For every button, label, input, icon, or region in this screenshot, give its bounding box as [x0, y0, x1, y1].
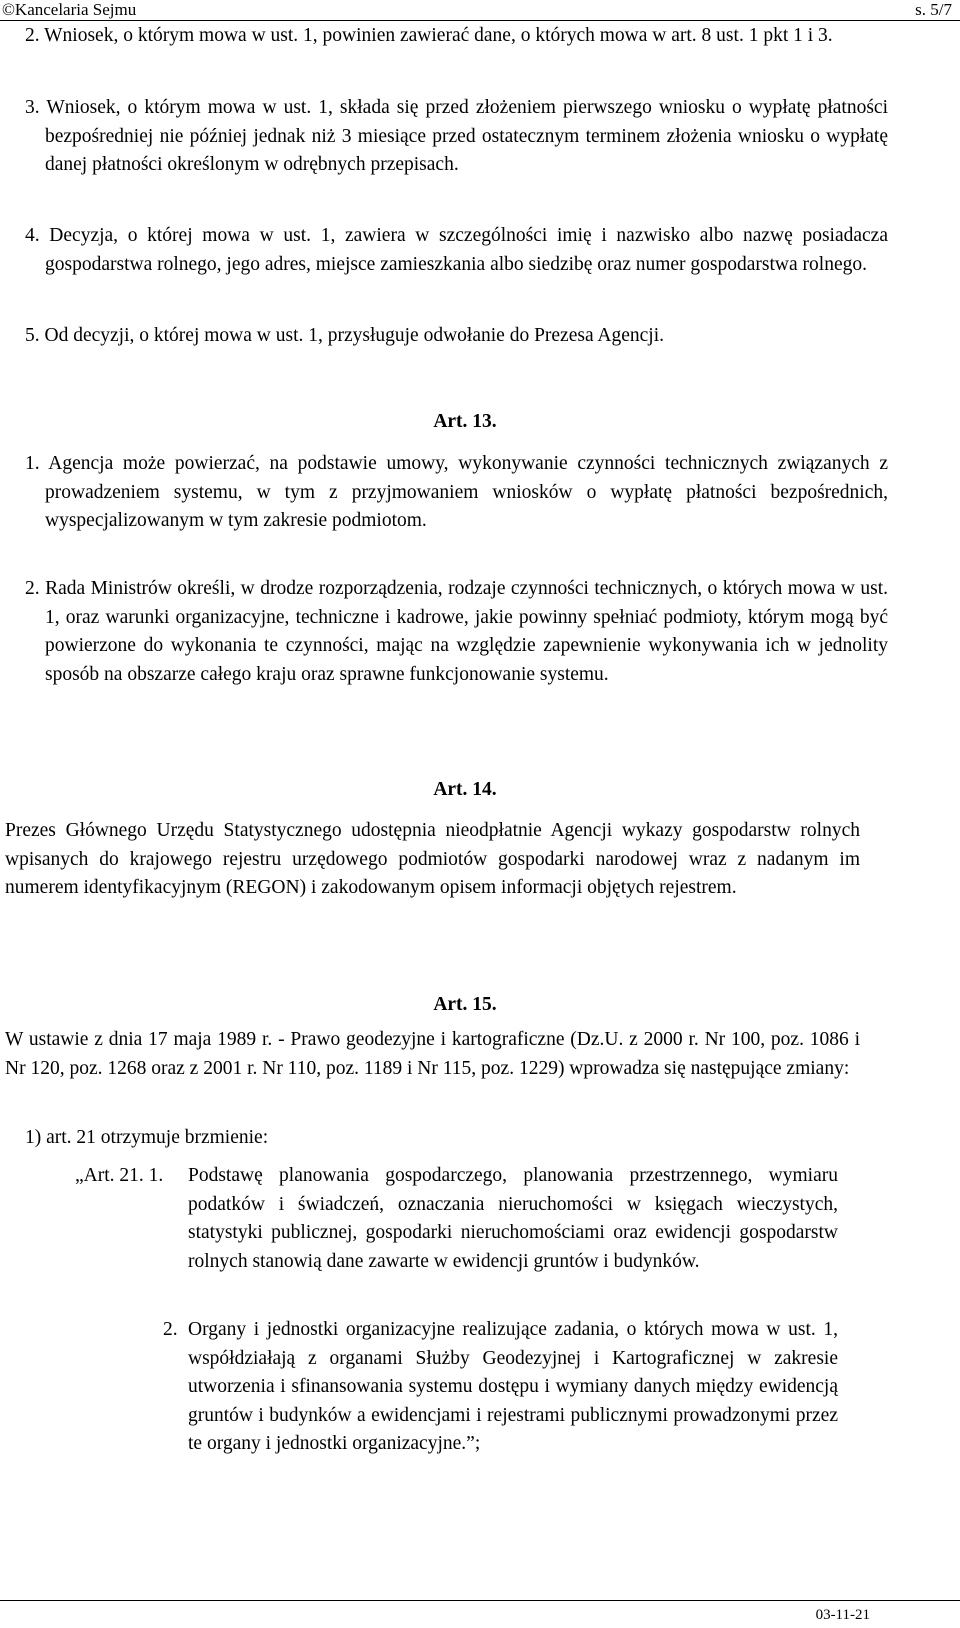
header-page-number: s. 5/7	[915, 0, 952, 19]
art-13-paragraph-2: 2. Rada Ministrów określi, w drodze rozporządzenia, rodzaje czynności technicznych, o których mowa w ust. 1, oraz warunki organizacyjne, techniczne i kadrowe, jakie powinny spełniać podmioty, którym mogą być powierzone do wykonania te czynności, mając na względzie zapewnienie wykonywania ich w jednolity sposób na obszarze całego kraju oraz sprawne funkcjonowanie systemu.	[25, 578, 888, 685]
footer-date: 03-11-21	[815, 1607, 870, 1623]
art-15-heading: Art. 15.	[433, 994, 497, 1015]
quote-paragraph-2: Organy i jednostki organizacyjne realizujące zadania, o których mowa w ust. 1, współdziałają z organami Służby Geodezyjnej i Kartograficznej w zakresie utworzenia i sfinansowania systemu dostępu i wymiany danych między ewidencją gruntów i budynków a ewidencjami i rejestrami publicznymi prowadzonymi przez te organy i jednostki organizacyjne.”;	[188, 1319, 838, 1454]
page-footer	[0, 1600, 960, 1623]
page-header	[0, 0, 960, 21]
art-13-paragraph-1: 1. Agencja może powierzać, na podstawie umowy, wykonywanie czynności technicznych związanych z prowadzeniem systemu, w tym z przyjmowaniem wniosków o wypłatę płatności bezpośrednich, wyspecjalizowanym w tym zakresie podmiotom.	[25, 453, 888, 531]
paragraph-5: 5. Od decyzji, o której mowa w ust. 1, przysługuje odwołanie do Prezesa Agencji.	[25, 325, 665, 346]
header-copyright: ©Kancelaria Sejmu	[2, 0, 137, 19]
art-14-heading: Art. 14.	[433, 779, 497, 800]
quote-paragraph-1: Podstawę planowania gospodarczego, planowania przestrzennego, wymiaru podatków i świadczeń, oznaczania nieruchomości w księgach wieczystych, statystyki publicznej, gospodarki nieruchomościami oraz ewidencji gospodarstw rolnych stanowią dane zawarte w ewidencji gruntów i budynków.	[188, 1165, 838, 1272]
paragraph-4: 4. Decyzja, o której mowa w ust. 1, zawiera w szczególności imię i nazwisko albo nazwę posiadacza gospodarstwa rolnego, jego adres, miejsce zamieszkania albo siedzibę oraz numer gospodarstwa rolnego.	[25, 225, 888, 275]
art-15-text: W ustawie z dnia 17 maja 1989 r. - Prawo geodezyjne i kartograficzne (Dz.U. z 2000 r. Nr 100, poz. 1086 i Nr 120, poz. 1268 oraz z 2001 r. Nr 110, poz. 1189 i Nr 115, poz. 1229) wprowadza się następujące zmiany:	[5, 1029, 860, 1079]
art-14-text: Prezes Głównego Urzędu Statystycznego udostępnia nieodpłatnie Agencji wykazy gospodarstw rolnych wpisanych do krajowego rejestru urzędowego podmiotów gospodarki narodowej wraz z nadanym im numerem identyfikacyjnym (REGON) i zakodowanym opisem informacji objętych rejestrem.	[5, 820, 860, 898]
paragraph-2: 2. Wniosek, o którym mowa w ust. 1, powinien zawierać dane, o których mowa w art. 8 ust. 1 pkt 1 i 3.	[25, 25, 833, 46]
quote-lead: „Art. 21. 1.	[75, 1165, 164, 1186]
quote-paragraph-2-number: 2.	[163, 1319, 178, 1340]
art-13-heading: Art. 13.	[433, 411, 497, 432]
art-15-item-1: 1) art. 21 otrzymuje brzmienie:	[25, 1127, 269, 1148]
paragraph-3: 3. Wniosek, o którym mowa w ust. 1, składa się przed złożeniem pierwszego wniosku o wypłatę płatności bezpośredniej nie później jednak niż 3 miesiące przed ostatecznym terminem złożenia wniosku o wypłatę danej płatności określonym w odrębnych przepisach.	[25, 97, 888, 175]
